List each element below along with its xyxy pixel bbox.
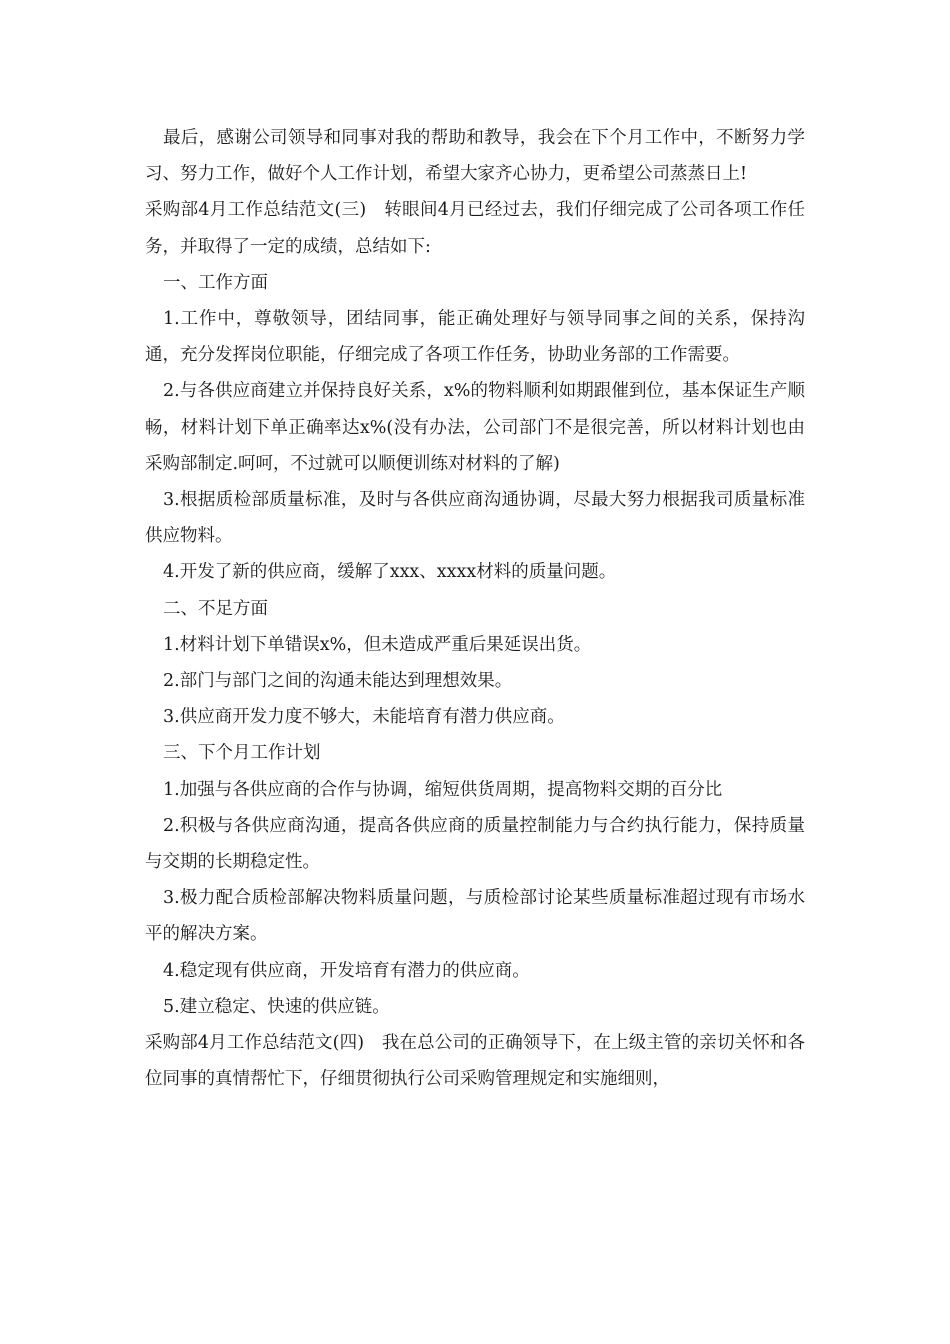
paragraph-section-three-intro: 采购部4月工作总结范文(三) 转眼间4月已经过去，我们仔细完成了公司各项工作任务，并取得了一定的成绩，总结如下: (145, 200, 805, 257)
list-item-plan-5: 5.建立稳定、快速的供应链。 (163, 996, 390, 1017)
list-item-shortcoming-3: 3.供应商开发力度不够大，未能培育有潜力供应商。 (163, 707, 565, 728)
list-item-plan-2: 2.积极与各供应商沟通，提高各供应商的质量控制能力与合约执行能力，保持质量与交期的长期稳定性。 (145, 815, 805, 873)
list-item-work-3: 3.根据质检部质量标准，及时与各供应商沟通协调，尽最大努力根据我司质量标准供应物料。 (145, 490, 805, 547)
document-body (145, 120, 805, 1097)
list-item-plan-1: 1.加强与各供应商的合作与协调，缩短供货周期，提高物料交期的百分比 (163, 779, 723, 800)
heading-work-aspects: 一、工作方面 (163, 272, 268, 293)
list-item-work-2: 2.与各供应商建立并保持良好关系，x%的物料顺利如期跟催到位，基本保证生产顺畅，材料计划下单正确率达x%(没有办法，公司部门不是很完善，所以材料计划也由采购部制定.呵呵，不过就可以顺便训练对材料的了解) (145, 381, 805, 474)
heading-shortcomings: 二、不足方面 (163, 598, 268, 619)
heading-next-month-plan: 三、下个月工作计划 (163, 743, 321, 764)
list-item-shortcoming-2: 2.部门与部门之间的沟通未能达到理想效果。 (163, 671, 513, 692)
paragraph-section-four-intro: 采购部4月工作总结范文(四) 我在总公司的正确领导下，在上级主管的亲切关怀和各位同事的真情帮忙下，仔细贯彻执行公司采购管理规定和实施细则， (145, 1033, 805, 1090)
list-item-shortcoming-1: 1.材料计划下单错误x%，但未造成严重后果延误出货。 (163, 634, 592, 655)
list-item-plan-3: 3.极力配合质检部解决物料质量问题，与质检部讨论某些质量标准超过现有市场水平的解决方案。 (145, 888, 805, 945)
list-item-work-1: 1.工作中，尊敬领导，团结同事，能正确处理好与领导同事之间的关系，保持沟通，充分发挥岗位职能，仔细完成了各项工作任务，协助业务部的工作需要。 (145, 309, 805, 366)
list-item-work-4: 4.开发了新的供应商，缓解了xxx、xxxx材料的质量问题。 (163, 562, 617, 583)
list-item-plan-4: 4.稳定现有供应商，开发培育有潜力的供应商。 (163, 960, 530, 981)
paragraph-closing-thanks: 最后，感谢公司领导和同事对我的帮助和教导，我会在下个月工作中，不断努力学习、努力工作，做好个人工作计划，希望大家齐心协力，更希望公司蒸蒸日上! (145, 128, 805, 185)
